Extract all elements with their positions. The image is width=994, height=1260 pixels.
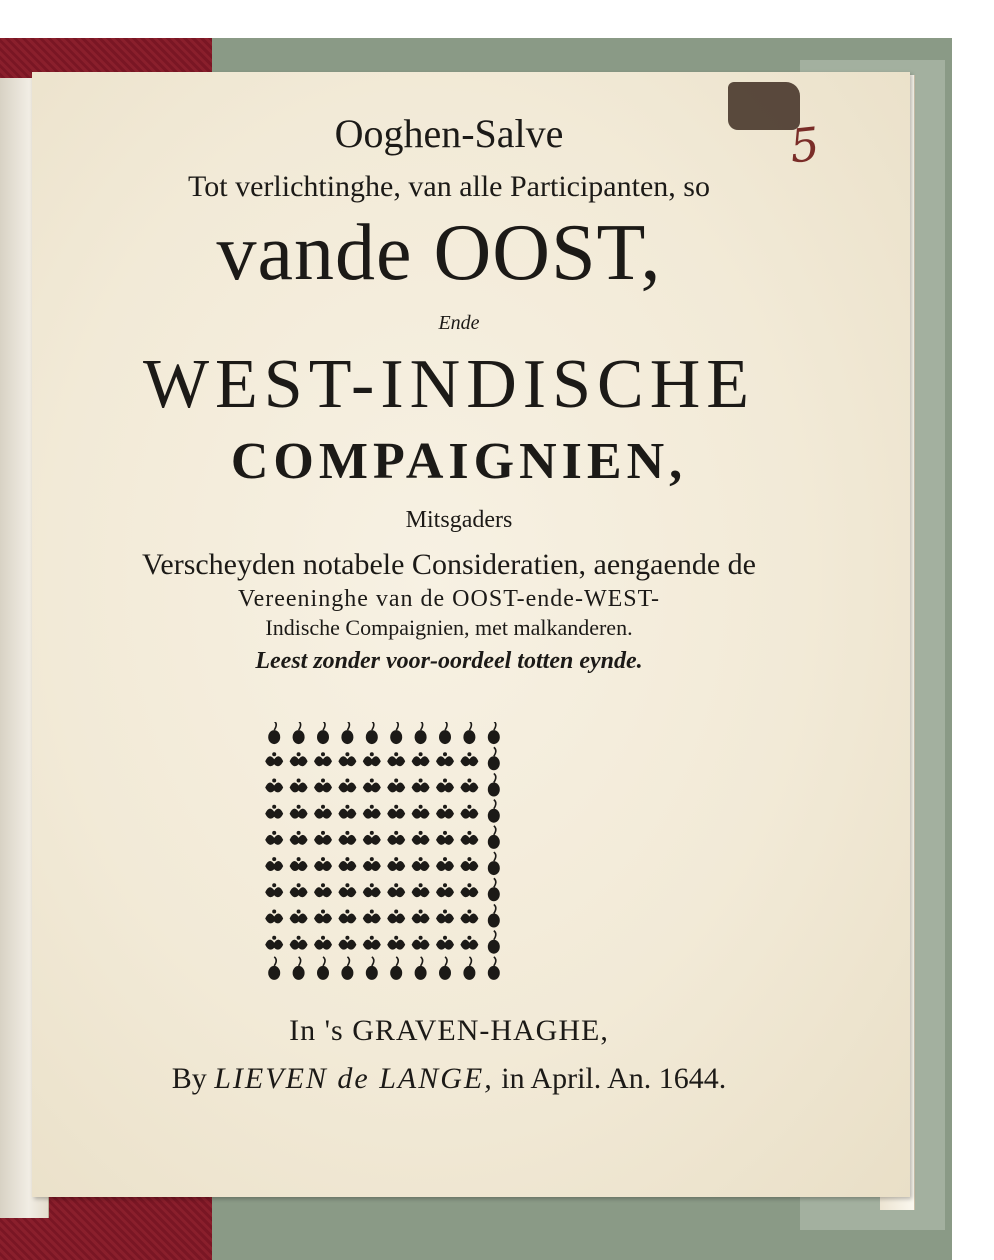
fleuron	[412, 936, 430, 950]
title-line-10: Indische Compaignien, met malkanderen.	[265, 615, 633, 640]
fleuron	[436, 805, 454, 819]
title-line-5: WEST-INDISCHE	[142, 346, 756, 423]
fleuron	[363, 779, 381, 793]
fleuron	[412, 752, 430, 766]
fleuron	[268, 722, 280, 744]
fleuron	[363, 936, 381, 950]
fleuron	[412, 883, 430, 897]
title-line-1: Ooghen-Salve	[334, 111, 564, 156]
fleuron	[436, 883, 454, 897]
printers-ornament	[262, 722, 506, 984]
fleuron	[265, 883, 283, 897]
shelf-mark: 5	[787, 116, 823, 174]
fleuron	[390, 722, 402, 744]
fleuron	[488, 747, 500, 770]
title-line-9: Vereeninghe van de OOST-ende-WEST-	[237, 586, 661, 612]
fleuron	[412, 779, 430, 793]
title-line-7: Mitsgaders	[405, 507, 513, 533]
fleuron	[290, 883, 308, 897]
fleuron	[314, 936, 332, 950]
fleuron	[387, 752, 405, 766]
title-line-2: Tot verlichtinghe, van alle Participanten, so	[188, 170, 710, 203]
fleuron	[341, 957, 353, 980]
fleuron	[338, 831, 356, 845]
fleuron	[412, 857, 430, 871]
fleuron	[387, 805, 405, 819]
fleuron	[363, 857, 381, 871]
fleuron	[363, 805, 381, 819]
title-line-8: Verscheyden notabele Consideratien, aengaende de	[142, 548, 756, 581]
fleuron	[265, 752, 283, 766]
fleuron	[387, 883, 405, 897]
fleuron	[338, 805, 356, 819]
title-line-6: COMPAIGNIEN,	[230, 433, 688, 490]
fleuron	[363, 831, 381, 845]
fleuron	[415, 957, 427, 980]
fleuron	[488, 957, 500, 980]
fleuron	[338, 883, 356, 897]
title-line-4: Ende	[438, 312, 480, 334]
fleuron	[488, 722, 500, 744]
fleuron	[290, 805, 308, 819]
fleuron	[265, 910, 283, 924]
fleuron	[436, 752, 454, 766]
fleuron	[314, 779, 332, 793]
fleuron	[338, 857, 356, 871]
fleuron	[314, 883, 332, 897]
fleuron	[412, 831, 430, 845]
fleuron	[268, 957, 280, 980]
imprint-date: in April. An. 1644.	[501, 1062, 727, 1095]
fleuron	[317, 957, 329, 980]
fleuron	[460, 857, 478, 871]
fleuron	[290, 936, 308, 950]
fleuron	[460, 779, 478, 793]
fleuron	[436, 936, 454, 950]
fleuron	[412, 910, 430, 924]
fleuron	[290, 857, 308, 871]
fleuron	[317, 722, 329, 744]
fleuron	[314, 857, 332, 871]
fleuron	[338, 936, 356, 950]
fleuron	[460, 936, 478, 950]
fleuron	[488, 905, 500, 928]
fleuron	[463, 957, 475, 980]
fleuron	[363, 752, 381, 766]
fleuron	[488, 852, 500, 875]
fleuron	[314, 805, 332, 819]
fleuron	[265, 831, 283, 845]
fleuron	[439, 722, 451, 744]
fleuron	[460, 910, 478, 924]
fleuron	[436, 831, 454, 845]
fleuron	[265, 857, 283, 871]
fleuron	[460, 883, 478, 897]
fleuron	[293, 722, 305, 744]
fleuron	[265, 936, 283, 950]
fleuron	[463, 722, 475, 744]
fleuron	[290, 779, 308, 793]
fleuron	[290, 910, 308, 924]
fleuron	[338, 779, 356, 793]
fleuron	[314, 752, 332, 766]
fleuron	[488, 878, 500, 901]
fleuron	[314, 831, 332, 845]
fleuron	[415, 722, 427, 744]
fleuron	[366, 722, 378, 744]
fleuron	[460, 752, 478, 766]
fleuron	[363, 910, 381, 924]
imprint-place: In 's GRAVEN-HAGHE,	[289, 1014, 609, 1047]
imprint-line	[10, 1062, 888, 1096]
fleuron	[338, 910, 356, 924]
fleuron	[460, 805, 478, 819]
fleuron	[460, 831, 478, 845]
title-line-3: vande OOST,	[216, 209, 662, 297]
fleuron	[436, 779, 454, 793]
imprint-by: By	[171, 1062, 207, 1095]
fleuron	[436, 857, 454, 871]
fleuron	[341, 722, 353, 744]
fleuron	[488, 931, 500, 954]
fleuron	[265, 779, 283, 793]
fleuron	[387, 910, 405, 924]
fleuron	[412, 805, 430, 819]
fleuron	[390, 957, 402, 980]
fleuron	[387, 831, 405, 845]
title-line-11: Leest zonder voor-oordeel totten eynde.	[255, 648, 643, 674]
fleuron	[338, 752, 356, 766]
fleuron	[488, 774, 500, 797]
fleuron	[363, 883, 381, 897]
fleuron	[265, 805, 283, 819]
fleuron	[387, 857, 405, 871]
fleuron	[387, 936, 405, 950]
fleuron	[387, 779, 405, 793]
fleuron	[366, 957, 378, 980]
fleuron	[488, 826, 500, 849]
fleuron	[436, 910, 454, 924]
imprint-printer: LIEVEN de LANGE,	[214, 1062, 494, 1095]
fleuron	[290, 831, 308, 845]
fleuron	[314, 910, 332, 924]
fleuron	[290, 752, 308, 766]
fleuron	[488, 800, 500, 823]
fleuron	[439, 957, 451, 980]
fleuron	[293, 957, 305, 980]
